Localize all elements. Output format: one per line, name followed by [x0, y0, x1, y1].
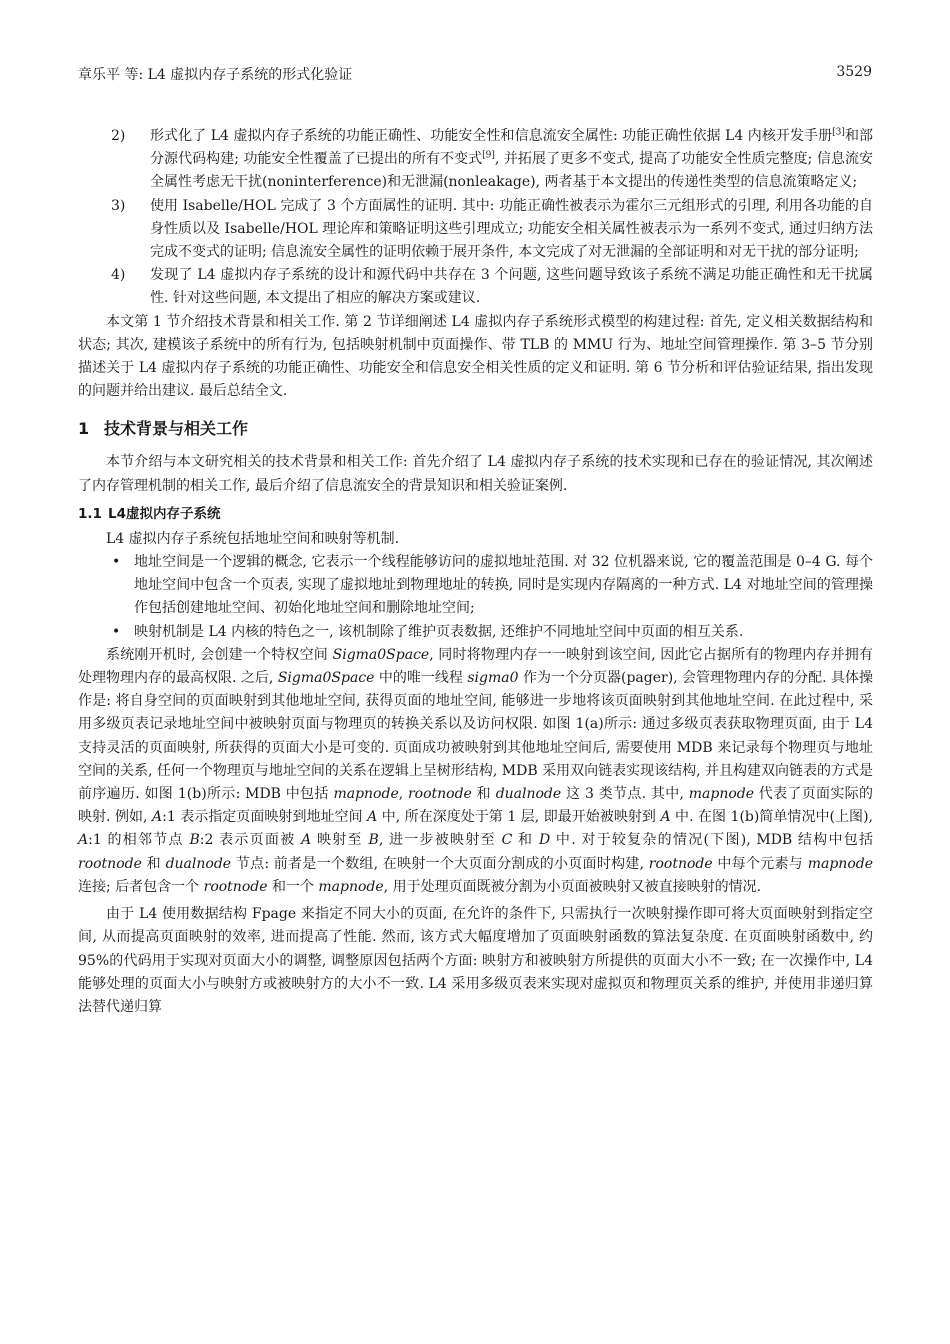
bullet-item: [78, 551, 873, 621]
section-number: 1: [78, 419, 90, 439]
italic-identifier: sigma0: [467, 670, 519, 687]
body-text: [78, 125, 873, 1019]
italic-identifier: A: [78, 832, 89, 849]
subsection-heading: [78, 502, 873, 526]
italic-identifier: C: [501, 832, 513, 849]
section-intro-paragraph: 本节介绍与本文研究相关的技术背景和相关工作: 首先介绍了 L4 虚拟内存子系统的技术实现和已存在的验证情况, 其次阐述了内存管理机制的相关工作, 最后介绍了信息流安全的背景知识和相关验证案例.: [78, 454, 873, 494]
italic-identifier: D: [538, 832, 551, 849]
italic-identifier: A: [367, 809, 378, 826]
paragraph-text-run: :1 表示指定页面映射到地址空间: [162, 809, 368, 826]
page-number: 3529: [836, 64, 872, 80]
paragraph-text-run: 中. 对于较复杂的情况(下图), MDB 结构中包括: [550, 832, 873, 849]
bullet-icon: •: [112, 623, 121, 640]
item-number: 3): [111, 197, 126, 214]
italic-identifier: A: [660, 809, 671, 826]
header-title: 章乐平 等: L4 虚拟内存子系统的形式化验证: [78, 67, 353, 83]
item-text: [150, 128, 873, 190]
paragraph-text-run: 中的唯一线程: [374, 670, 468, 687]
paper-organization-paragraph: 本文第 1 节介绍技术背景和相关工作. 第 2 节详细阐述 L4 虚拟内存子系统形式模型的构建过程: 首先, 定义相关数据结构和状态; 其次, 建模该子系统中的所有行为, 包括映射机制中页面操作、带 TLB 的 MMU 行为、地址空间管理操作. 第 3–5 节分别描述关于 L4 虚拟内存子系统的功能正确性、功能安全和信息安全相关性质的定义和证明. 第 6 节分析和评估验证结果, 指出发现的问题并给出建议. 最后总结全文.: [78, 313, 873, 400]
bullet-icon: •: [112, 554, 121, 571]
italic-identifier: rootnode: [203, 878, 268, 895]
item-text: 使用 Isabelle/HOL 完成了 3 个方面属性的证明. 其中: 功能正确性被表示为霍尔三元组形式的引理, 利用各功能的自身性质以及 Isabelle/HOL 理论库和策略证明这些引理成立; 功能安全相关属性被表示为一系列不变式, 通过归纳方法完成不变式的证明; 信息流安全属性的证明依赖于展开条件, 本文完成了对无泄漏的全部证明和对无干扰的部分证明;: [150, 197, 873, 261]
paragraph-text-run: 节点: 前者是一个数组, 在映射一个大页面分割成的小页面时构建,: [231, 855, 649, 872]
paragraph-text-run: 这 3 类节点. 其中,: [561, 786, 689, 803]
italic-identifier: dualnode: [165, 855, 232, 872]
item-number: 4): [111, 267, 126, 284]
section-heading: [78, 417, 873, 441]
italic-identifier: A: [151, 809, 163, 826]
paragraph-text-run: , 用于处理页面既被分割为小页面被映射又被直接映射的情况.: [383, 878, 762, 895]
paragraph-text-run: , 同时将物理内存一一映射到该空间, 因此它占据所有的物理内存并拥有处理物理内存的最高权限. 之后,: [78, 646, 873, 687]
contribution-item-4: [78, 264, 873, 310]
paragraph-text-run: 和: [471, 786, 496, 803]
paragraph-text-run: :1 的相邻节点: [88, 832, 190, 849]
bullet-item: [78, 621, 873, 644]
bullet-text: 地址空间是一个逻辑的概念, 它表示一个线程能够访问的虚拟地址范围. 对 32 位机器来说, 它的覆盖范围是 0–4 G. 每个地址空间中包含一个页表, 实现了虚拟地址到物理地址的转换, 同时是实现内存隔离的一种方式. L4 对地址空间的管理操作包括创建地址空间、初始化地址空间和删除地址空间;: [134, 554, 873, 617]
italic-identifier: B: [189, 832, 200, 849]
italic-identifier: rootnode: [407, 786, 472, 803]
italic-identifier: Sigma0Space: [332, 646, 430, 663]
italic-identifier: mapnode: [318, 878, 384, 895]
paragraph-text-run: 中. 在图 1(b)简单情况中(上图),: [670, 809, 873, 826]
paragraph-text-run: 代表了页面实际的映射. 例如,: [78, 786, 873, 826]
paragraph-text-run: 作为一个分页器(pager), 会管理物理内存的分配. 具体操作是: 将自身空间的页面映射到其他地址空间, 获得页面的地址空间, 能够进一步地将该页面映射到其他地址空间. 在此过程中, 采用多级页表记录地址空间中被映射页面与物理页的转换关系以及访问权限. 如图 1(a)所示: 通过多级页表获取物理页面, 由于 L4 支持灵活的页面映射, 所获得的页面大小是可变的. 页面成功被映射到其他地址空间后, 需要使用 MDB 来记录每个物理页与地址空间的关系, 任何一个物理页与地址空间的关系在逻辑上呈树形结构, MDB 采用双向链表实现该结构, 并且构建双向链表的方式是前序遍历. 如图 1(b)所示: MDB 中包括: [78, 670, 873, 803]
paragraph-text-run: 中, 所在深度处于第 1 层, 即最开始被映射到: [377, 809, 661, 826]
italic-identifier: mapnode: [688, 786, 755, 803]
item-text-part: 和部分源代码构建; 功能安全性覆盖了已提出的所有不变式: [150, 128, 874, 168]
subsection-title: L4虚拟内存子系统: [108, 505, 221, 522]
subsection-lead: L4 虚拟内存子系统包括地址空间和映射等机制.: [106, 530, 400, 547]
citation-ref: [9]: [482, 150, 495, 161]
italic-identifier: rootnode: [78, 855, 142, 872]
fpage-paragraph: 由于 L4 使用数据结构 Fpage 来指定不同大小的页面, 在允许的条件下, 只需执行一次映射操作即可将大页面映射到指定空间, 从而提高页面映射的效率, 进而提高了性能. 然而, 该方式大幅度增加了页面映射函数的算法复杂度. 在页面映射函数中, 约 95%的代码用于实现对页面大小的调整, 调整原因包括两个方面: 映射方和被映射方所提供的页面大小不一致; 在一次操作中, L4 能够处理的页面大小与映射方或被映射方的大小不一致. L4 采用多级页表来实现对虚拟页和物理页关系的维护, 并使用非递归算法替代递归算: [78, 906, 873, 1015]
italic-identifier: mapnode: [333, 786, 399, 803]
italic-identifier: dualnode: [495, 786, 562, 803]
item-text-part: 形式化了 L4 虚拟内存子系统的功能正确性、功能安全性和信息流安全属性: 功能正确性依据 L4 内核开发手册: [150, 128, 833, 144]
paragraph-text-run: 中每个元素与: [712, 855, 808, 872]
mapping-mechanism-paragraph: [78, 644, 873, 899]
paragraph-text-run: ,: [398, 786, 408, 803]
italic-identifier: A: [301, 832, 312, 849]
paragraph-text-run: 和一个: [267, 878, 319, 895]
bullet-text: 映射机制是 L4 内核的特色之一, 该机制除了维护页表数据, 还维护不同地址空间中页面的相互关系.: [134, 623, 744, 640]
italic-identifier: B: [368, 832, 379, 849]
contribution-item-2: [78, 125, 873, 195]
italic-identifier: Sigma0Space: [277, 670, 375, 687]
paragraph-text-run: 映射至: [311, 832, 369, 849]
paragraph-text-run: 和: [141, 855, 166, 872]
item-text-part: , 并拓展了更多不变式, 提高了功能安全性质完整度; 信息流安全属性考虑无干扰(noninterference)和无泄漏(nonleakage), 两者基于本文提出的传递性类型的信息流策略定义;: [150, 151, 874, 191]
paragraph-text-run: , 进一步被映射至: [378, 832, 502, 849]
paragraph-text-run: 和: [512, 832, 539, 849]
paragraph-text-run: 系统刚开机时, 会创建一个特权空间: [106, 646, 333, 663]
paragraph-text-run: 连接; 后者包含一个: [78, 878, 204, 895]
item-text: 发现了 L4 虚拟内存子系统的设计和源代码中共存在 3 个问题, 这些问题导致该子系统不满足功能正确性和无干扰属性. 针对这些问题, 本文提出了相应的解决方案或建议.: [150, 267, 873, 307]
section-title: 技术背景与相关工作: [104, 419, 249, 439]
citation-ref: [3]: [832, 127, 845, 138]
running-header: [78, 64, 872, 84]
paragraph-text-run: :2 表示页面被: [199, 832, 302, 849]
italic-identifier: rootnode: [648, 855, 713, 872]
subsection-number: 1.1: [78, 505, 102, 522]
item-number: 2): [111, 128, 126, 144]
contribution-item-3: [78, 195, 873, 265]
italic-identifier: mapnode: [807, 855, 873, 872]
